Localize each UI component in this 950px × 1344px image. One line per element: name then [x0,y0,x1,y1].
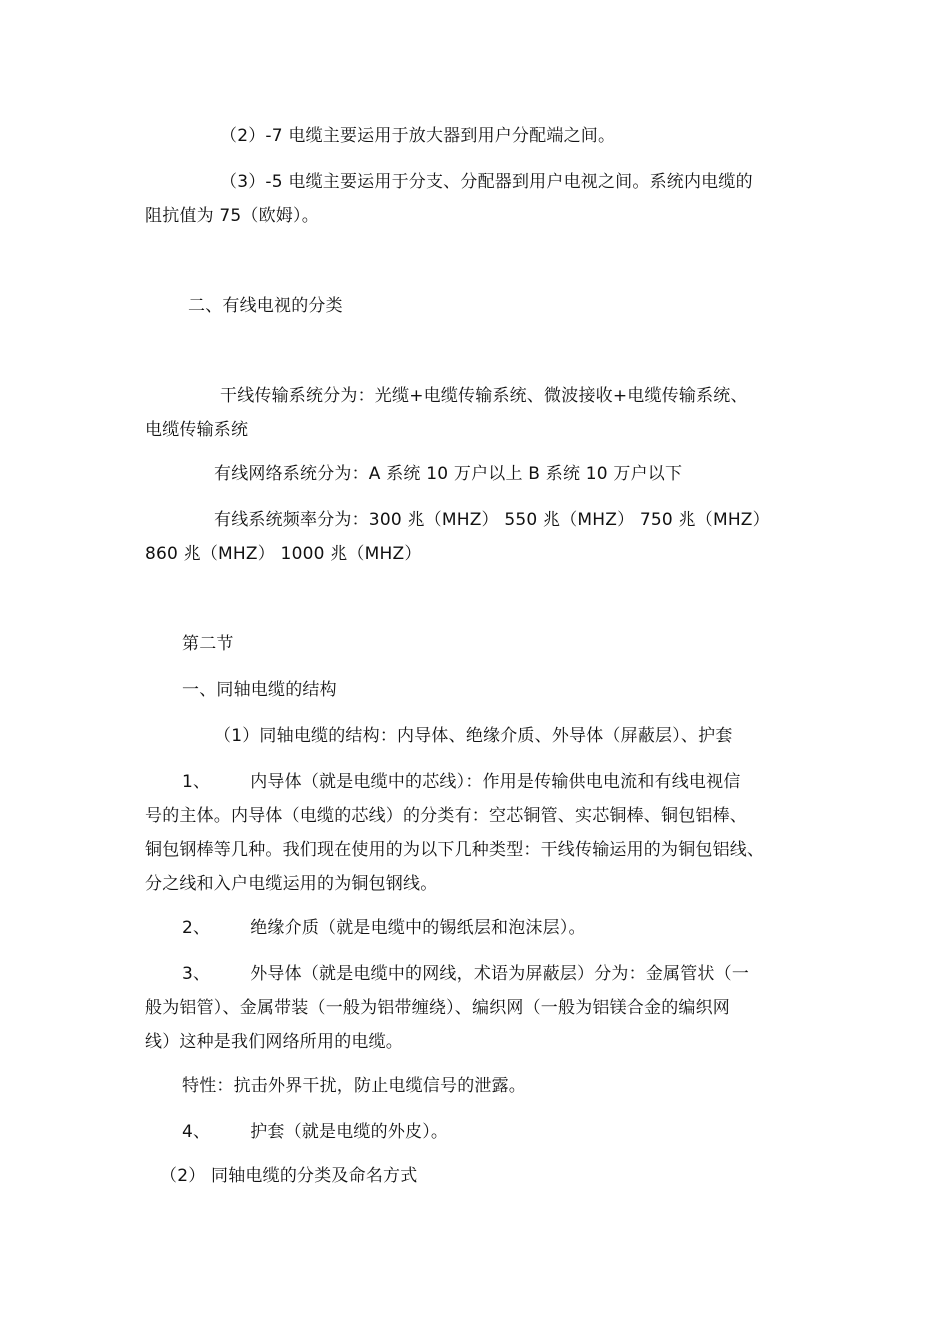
item-inner-conductor-cont-3: 分之线和入户电缆运用的为铜包钢线。 [145,874,438,894]
heading-coax-structure: 一、同轴电缆的结构 [182,680,337,700]
paragraph-network-system: 有线网络系统分为：A 系统 10 万户以上 B 系统 10 万户以下 [214,464,683,484]
heading-coax-classification: （2） 同轴电缆的分类及命名方式 [160,1166,418,1186]
paragraph-characteristics: 特性：抗击外界干扰，防止电缆信号的泄露。 [182,1076,526,1096]
item-inner-conductor-cont-2: 铜包钢棒等几种。我们现在使用的为以下几种类型：干线传输运用的为铜包铝线、 [145,840,765,860]
paragraph-frequency: 有线系统频率分为：300 兆（MHZ） 550 兆（MHZ） 750 兆（MHZ） [214,510,770,530]
item-inner-conductor [182,770,741,794]
item-outer-conductor-cont-2: 线）这种是我们网络所用的电缆。 [145,1032,403,1052]
paragraph-cable-5-cont: 阻抗值为 75（欧姆）。 [145,206,319,226]
item-text: 内导体（就是电缆中的芯线）：作用是传输供电电流和有线电视信 [250,772,741,792]
item-text: 护套（就是电缆的外皮）。 [250,1122,449,1142]
item-text: 绝缘介质（就是电缆中的锡纸层和泡沫层）。 [250,918,586,938]
paragraph-trunk-system: 干线传输系统分为：光缆+电缆传输系统、微波接收+电缆传输系统、 [220,386,748,406]
item-number: 2、 [182,918,211,938]
item-jacket [182,1120,448,1144]
item-text: 外导体（就是电缆中的网线，术语为屏蔽层）分为：金属管状（一 [250,964,750,984]
paragraph-cable-7: （2）-7 电缆主要运用于放大器到用户分配端之间。 [220,126,616,146]
heading-cable-tv-classification: 二、有线电视的分类 [188,296,343,316]
item-inner-conductor-cont-1: 号的主体。内导体（电缆的芯线）的分类有：空芯铜管、实芯铜棒、铜包铝棒、 [145,806,747,826]
item-outer-conductor [182,962,749,986]
section-title: 第二节 [182,634,234,654]
item-number: 3、 [182,964,211,984]
item-number: 4、 [182,1122,211,1142]
item-insulation [182,916,586,940]
paragraph-trunk-system-cont: 电缆传输系统 [145,420,249,440]
paragraph-frequency-cont: 860 兆（MHZ） 1000 兆（MHZ） [145,544,422,564]
item-outer-conductor-cont-1: 般为铝管）、金属带装（一般为铝带缠绕）、编织网（一般为铝镁合金的编织网 [145,998,730,1018]
paragraph-cable-5: （3）-5 电缆主要运用于分支、分配器到用户电视之间。系统内电缆的 [220,172,753,192]
paragraph-coax-structure: （1）同轴电缆的结构：内导体、绝缘介质、外导体（屏蔽层）、护套 [214,726,733,746]
item-number: 1、 [182,772,211,792]
